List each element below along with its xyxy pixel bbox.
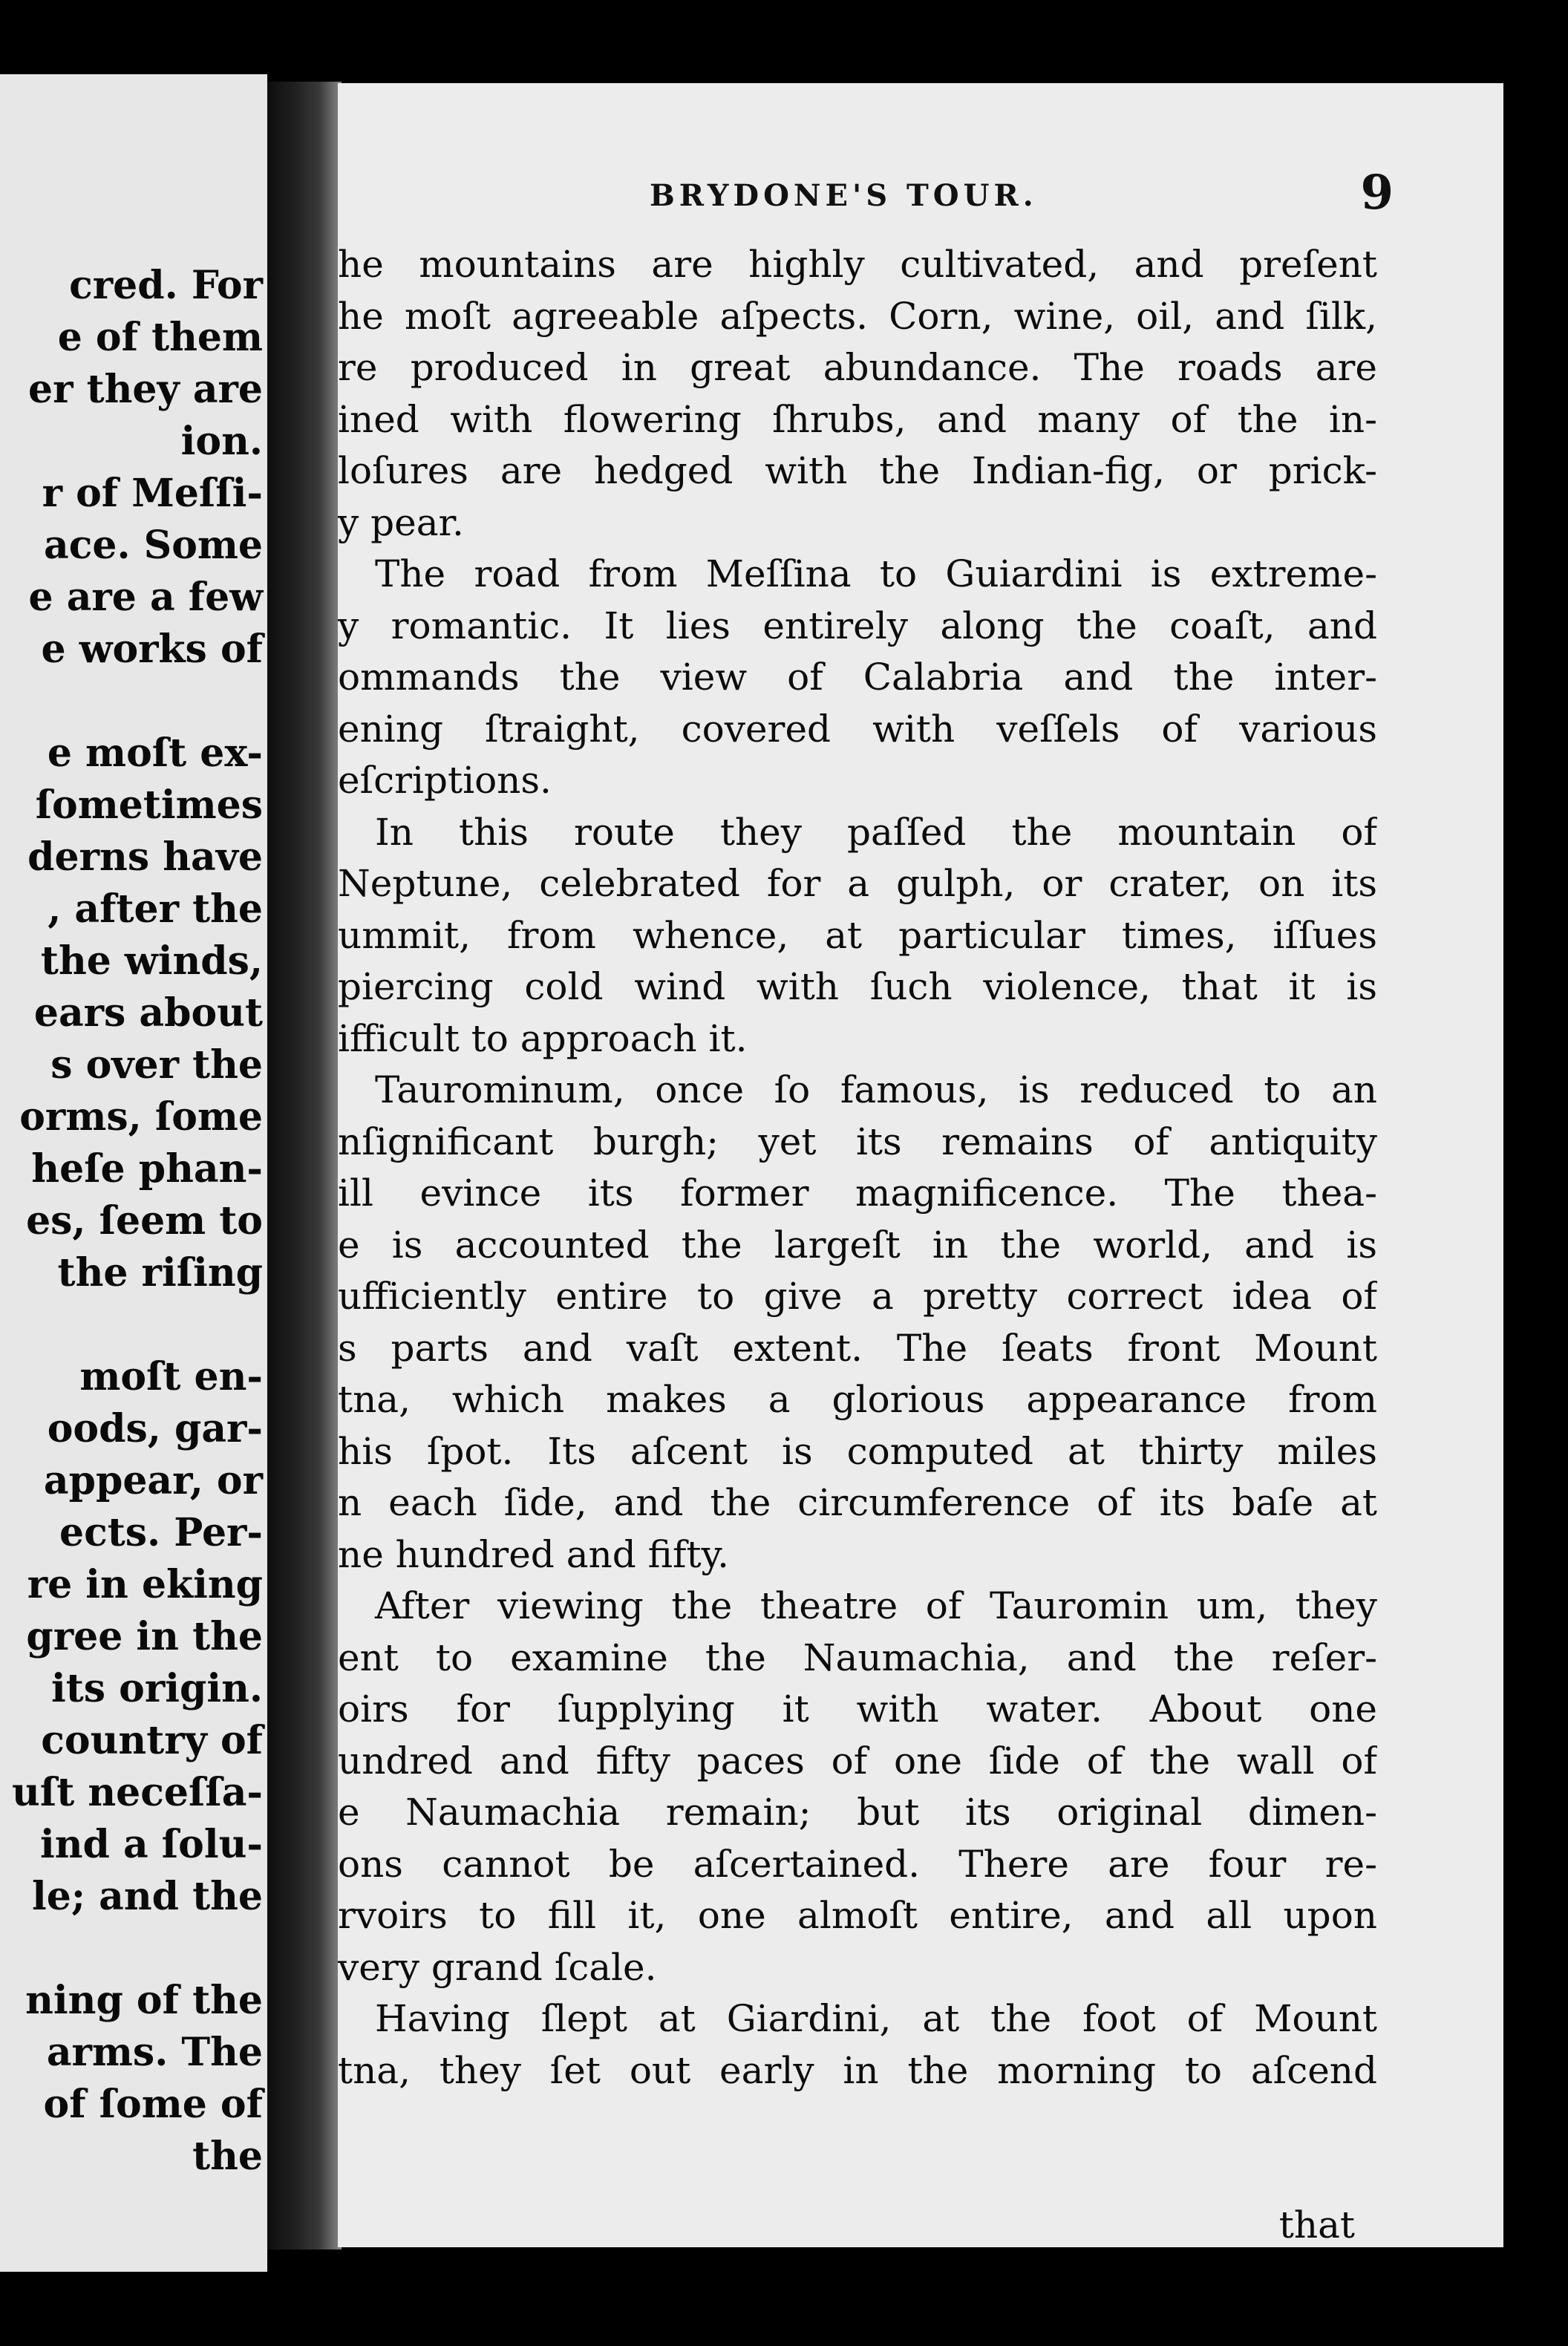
left-page-line: the — [192, 2134, 263, 2179]
left-page-line: of ſome of — [43, 2082, 263, 2127]
left-page-line: arms. The — [46, 2030, 263, 2075]
text-line: ined with flowering ſhrubs, and many of the in- — [338, 397, 1377, 441]
left-page-line — [0, 676, 263, 728]
left-page-text — [0, 260, 263, 2183]
left-page-line: ects. Per- — [59, 1510, 263, 1555]
text-line: y pear. — [338, 500, 464, 544]
right-page — [338, 83, 1503, 2247]
left-page-line: ace. Some — [44, 523, 263, 568]
text-line: piercing cold wind with ſuch violence, that it is — [338, 965, 1377, 1008]
left-page-line: uſt neceſſa- — [12, 1770, 263, 1815]
text-line: ufficiently entire to give a pretty correct idea of — [338, 1275, 1377, 1318]
text-line: Taurominum, once ſo famous, is reduced to an — [375, 1068, 1377, 1111]
text-line: his ſpot. Its aſcent is computed at thirty miles — [338, 1429, 1377, 1473]
text-line: After viewing the theatre of Tauromin um, they — [375, 1584, 1377, 1627]
left-page-line: its origin. — [50, 1666, 263, 1711]
left-page-line — [0, 1299, 263, 1351]
left-page-line: r of Meſſi- — [42, 471, 263, 516]
text-line: ening ſtraight, covered with veſſels of various — [338, 707, 1377, 751]
left-page-line: cred. For — [69, 263, 263, 308]
catchword: that — [1278, 2203, 1355, 2247]
text-line: ummit, from whence, at particular times, iſſues — [338, 913, 1377, 957]
left-page-line: e moſt ex- — [47, 731, 263, 776]
text-line: eſcriptions. — [338, 759, 552, 802]
text-line: ons cannot be aſcertained. There are four re- — [338, 1842, 1377, 1886]
left-page-line: e of them — [57, 315, 263, 360]
text-line: very grand ſcale. — [338, 1945, 657, 1989]
book-gutter-shadow — [267, 82, 342, 2249]
left-page-line: oods, gar- — [47, 1406, 263, 1451]
text-line: ne hundred and fifty. — [338, 1532, 730, 1576]
text-line: ent to examine the Naumachia, and the reſer- — [338, 1636, 1377, 1679]
text-line: tna, they ſet out early in the morning to aſcend — [338, 2048, 1377, 2092]
text-line: ifficult to approach it. — [338, 1016, 748, 1060]
left-page-line: er they are — [28, 367, 263, 412]
text-line: Neptune, celebrated for a gulph, or crater, on its — [338, 862, 1377, 905]
left-page-line — [0, 1923, 263, 1975]
left-page-line: e works of — [41, 627, 263, 672]
left-page-line: appear, or — [43, 1458, 263, 1503]
left-page-line: ſometimes — [35, 782, 263, 828]
text-line: rvoirs to fill it, one almoſt entire, and all upon — [338, 1894, 1377, 1937]
left-page-line: es, ſeem to — [26, 1198, 263, 1244]
text-line: he mountains are highly cultivated, and preſent — [338, 243, 1377, 286]
page-number: 9 — [1360, 165, 1394, 220]
left-page-line: , after the — [48, 886, 263, 932]
page-body-text — [338, 239, 1377, 2097]
text-line: he moſt agreeable aſpects. Corn, wine, oil, and ſilk, — [338, 294, 1377, 338]
left-page-line: le; and the — [31, 1874, 263, 1919]
left-page-line: derns have — [27, 834, 263, 880]
left-page-line: country of — [41, 1718, 263, 1763]
text-line: ill evince its former magnificence. The thea- — [338, 1172, 1377, 1215]
left-page-line: e are a few — [28, 575, 263, 620]
text-line: n each ſide, and the circumference of its baſe at — [338, 1481, 1377, 1524]
running-head: BRYDONE'S TOUR. — [650, 178, 1038, 213]
text-line: loſures are hedged with the Indian-fig, or prick- — [338, 449, 1377, 492]
text-line: undred and fifty paces of one ſide of the wall of — [338, 1739, 1377, 1783]
text-line: e is accounted the largeſt in the world, and is — [338, 1223, 1377, 1267]
text-line: s parts and vaſt extent. The ſeats front Mount — [338, 1326, 1377, 1370]
text-line: Having ſlept at Giardini, at the foot of Mount — [375, 1997, 1377, 2040]
left-page-line: ind a ſolu- — [39, 1822, 263, 1867]
left-page-line: ning of the — [25, 1978, 263, 2023]
text-line: oirs for ſupplying it with water. About one — [338, 1687, 1377, 1731]
left-page-line: orms, ſome — [19, 1094, 263, 1140]
left-page-line: the winds, — [40, 938, 263, 984]
left-page-fragment — [0, 74, 267, 2272]
text-line: e Naumachia remain; but its original dimen- — [338, 1791, 1377, 1834]
left-page-line: ion. — [180, 419, 263, 464]
text-line: re produced in great abundance. The roads are — [338, 346, 1377, 389]
text-line: tna, which makes a glorious appearance from — [338, 1378, 1377, 1421]
left-page-line: s over the — [50, 1042, 263, 1088]
left-page-line: ears about — [33, 990, 263, 1036]
left-page-line: moſt en- — [79, 1354, 263, 1399]
left-page-line: gree in the — [26, 1614, 263, 1659]
text-line: y romantic. It lies entirely along the coaſt, and — [338, 604, 1377, 647]
text-line: The road from Meſſina to Guiardini is extreme- — [375, 552, 1377, 595]
left-page-line: re in eking — [27, 1562, 263, 1607]
left-page-line: heſe phan- — [31, 1146, 263, 1192]
text-line: nſignificant burgh; yet its remains of antiquity — [338, 1120, 1377, 1163]
text-line: ommands the view of Calabria and the inter- — [338, 656, 1377, 699]
left-page-line: the riſing — [57, 1250, 263, 1295]
text-line: In this route they paſſed the mountain of — [375, 810, 1377, 854]
